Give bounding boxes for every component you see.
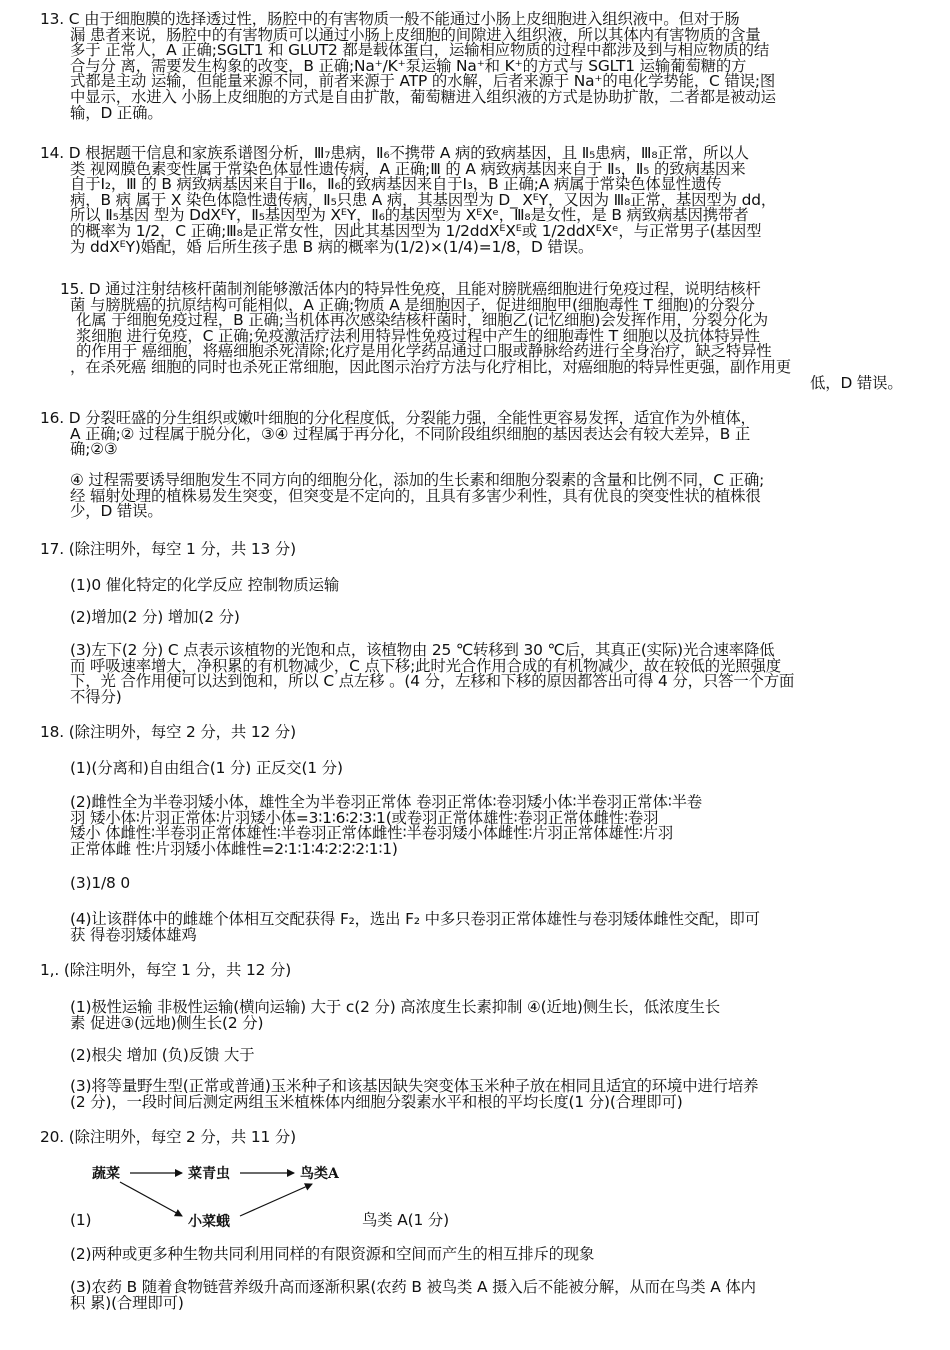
q17-line: (3)左下(2 分) C 点表示该植物的光饱和点，该植物由 25 ℃转移到 30 ℃后，其真正(实际)光合速率降低 [70, 641, 775, 659]
node-bird-a: 鸟类A [300, 1166, 339, 1182]
arrow-vegetable-to-moth [120, 1182, 182, 1216]
q19-line: 素 促进③(远地)侧生长(2 分) [70, 1013, 264, 1032]
q18-part2 [70, 795, 702, 857]
q17-part3 [70, 643, 794, 705]
q13-line: 式都是主动 运输，但能量来源不同，前者来源于 ATP 的水解，后者来源于 Na⁺的电化学势能，C 错误;图 [70, 72, 776, 91]
q13-line: 中显示，水进入 小肠上皮细胞的方式是自由扩散，葡萄糖进入组织液的方式是协助扩散，二者都是被动运 [70, 87, 776, 106]
q15-line: 浆细胞 进行免疫，C 正确;免疫激活疗法利用特异性免疫过程中产生的细胞毒性 T 细胞以及抗体特异性 [76, 326, 760, 345]
q15-line: 的作用于 癌细胞，将癌细胞杀死清除;化疗是用化学药品通过口服或静脉给药进行全身治疗，缺乏特异性 [76, 342, 772, 361]
q20-line: 积 累)(合理即可) [70, 1293, 184, 1312]
q15-line: 化属 于细胞免疫过程，B 正确;当机体再次感染结核杆菌时，细胞乙(记忆细胞)会发挥作用，分裂分化为 [76, 311, 768, 330]
q16-line: 少，D 错误。 [70, 502, 163, 521]
food-web-svg [90, 1162, 380, 1234]
q17-part2: (2)增加(2 分) 增加(2 分) [70, 608, 240, 626]
q18-line: 羽 矮小体∶片羽正常体∶片羽矮小体=3∶1∶6∶2∶3∶1(或卷羽正常体雄性∶卷羽正常体雌性∶卷羽 [70, 808, 659, 827]
q20-part2: (2)两种或更多种生物共同利用同样的有限资源和空间而产生的相互排斥的现象 [70, 1245, 595, 1263]
q16-answer-part2 [70, 473, 764, 520]
q15-answer [60, 282, 903, 391]
q14-line: 14. D 根据题干信息和家族系谱图分析，Ⅲ₇患病，Ⅱ₆不携带 A 病的致病基因，且 Ⅱ₅患病，Ⅲ₈正常，所以人 [40, 144, 749, 162]
q17-heading: 17. (除注明外，每空 1 分，共 13 分) [40, 540, 297, 558]
q20-heading: 20. (除注明外，每空 2 分，共 11 分) [40, 1128, 297, 1146]
q18-heading: 18. (除注明外，每空 2 分，共 12 分) [40, 723, 297, 741]
q17-line: 不得分) [70, 687, 122, 706]
q14-answer [40, 146, 776, 255]
q14-line: 类 视网膜色素变性属于常染色体显性遗传病，A 正确;Ⅲ 的 A 病致病基因来自于 Ⅱ₅，Ⅱ₅ 的致病基因来 [70, 159, 746, 178]
q13-line: 多于 正常人，A 正确;SGLT1 和 GLUT2 都是载体蛋白，运输相应物质的过程中都涉及到与相应物质的结 [70, 41, 770, 60]
q19-line: (1)极性运输 非极性运输(横向运输) 大于 c(2 分) 高浓度生长素抑制 ④(近地)侧生长，低浓度生长 [70, 998, 720, 1016]
q14-line: 的概率为 1/2，C 正确;Ⅲ₈是正常女性，因此其基因型为 1/2ddXᴱXᴱ或 1/2ddXᴱXᵉ，与正常男子(基因型 [70, 221, 762, 240]
q15-line: 低，D 错误。 [810, 373, 903, 392]
q16-line: 经 辐射处理的植株易发生突变，但突变是不定向的，且具有多害少利性，具有优良的突变性状的植株很 [70, 486, 761, 505]
node-vegetable: 蔬菜 [92, 1166, 120, 1182]
arrow-moth-to-bird [240, 1184, 312, 1216]
q14-line: 所以 Ⅱ₅基因 型为 DdXᴱY，Ⅱ₅基因型为 XᴱY，Ⅱ₆的基因型为 XᴱXᵉ，Ⅲ₈是女性，是 B 病致病基因携带者 [70, 206, 749, 225]
q20-part1-label: (1) [70, 1211, 92, 1229]
q18-line: (4)让该群体中的雌雄个体相互交配获得 F₂，选出 F₂ 中多只卷羽正常体雄性与卷羽矮体雌性交配，即可 [70, 910, 760, 928]
q13-line: 漏 患者来说，肠腔中的有害物质可以通过小肠上皮细胞的间隙进入组织液，所以其体内有害物质的含量 [70, 25, 761, 44]
q18-part4 [70, 912, 760, 943]
q17-line: 下，光 合作用便可以达到饱和，所以 C 点左移 。(4 分，左移和下移的原因都答出可得 4 分，只答一个方面 [70, 672, 795, 691]
q18-line: 获 得卷羽矮体雄鸡 [70, 925, 197, 944]
q19-part1 [70, 1000, 720, 1031]
q13-line: 合与分 离，需要发生构象的改变，B 正确;Na⁺/K⁺泵运输 Na⁺和 K⁺的方式与 SGLT1 运输葡萄糖的方 [70, 56, 747, 75]
q16-line: 确;②③ [70, 440, 118, 459]
q19-heading: 1,. (除注明外，每空 1 分，共 12 分) [40, 961, 292, 979]
q19-part2: (2)根尖 增加 (负)反馈 大于 [70, 1046, 255, 1064]
q20-line: (3)农药 B 随着食物链营养级升高而逐渐积累(农药 B 被鸟类 A 摄入后不能被分解，从而在鸟类 A 体内 [70, 1278, 756, 1296]
q17-line: 而 呼吸速率增大，净积累的有机物减少，C 点下移;此时光合作用合成的有机物减少，故在较低的光照强度 [70, 656, 781, 675]
q19-line: (3)将等量野生型(正常或普通)玉米种子和该基因缺失突变体玉米种子放在相同且适宜的环境中进行培养 [70, 1077, 759, 1095]
q15-line: 菌 与膀胱癌的抗原结构可能相似，A 正确;物质 A 是细胞因子，促进细胞甲(细胞毒性 T 细胞)的分裂分 [70, 295, 755, 314]
q15-line: 15. D 通过注射结核杆菌制剂能够激活体内的特异性免疫，且能对膀胱癌细胞进行免疫过程，说明结核杆 [60, 280, 761, 298]
node-caterpillar: 菜青虫 [188, 1166, 230, 1182]
q15-line: ，在杀死癌 细胞的同时也杀死正常细胞，因此图示治疗方法与化疗相比，对癌细胞的特异性更强，副作用更 [70, 357, 792, 376]
q18-line: (2)雌性全为半卷羽矮小体，雄性全为半卷羽正常体 卷羽正常体∶卷羽矮小体∶半卷羽正常体∶半卷 [70, 793, 703, 811]
q20-part1-answer: 鸟类 A(1 分) [362, 1211, 449, 1229]
q18-line: 正常体雌 性∶片羽矮小体雌性=2∶1∶1∶4∶2∶2∶2∶1∶1) [70, 839, 398, 858]
q18-part3: (3)1/8 0 [70, 874, 131, 892]
q16-line: A 正确;② 过程属于脱分化，③④ 过程属于再分化，不同阶段组织细胞的基因表达会有较大差异，B 正 [70, 424, 751, 443]
q13-line: 输，D 正确。 [70, 103, 163, 122]
q18-part1: (1)(分离和)自由组合(1 分) 正反交(1 分) [70, 759, 343, 777]
q13-answer [40, 12, 776, 121]
q17-part1: (1)0 催化特定的化学反应 控制物质运输 [70, 576, 340, 594]
q19-part3 [70, 1079, 758, 1110]
q16-line: ④ 过程需要诱导细胞发生不同方向的细胞分化，添加的生长素和细胞分裂素的含量和比例不同，C 正确; [70, 471, 765, 489]
q19-line: (2 分)，一段时间后测定两组玉米植株体内细胞分裂素水平和根的平均长度(1 分)(合理即可) [70, 1092, 683, 1111]
food-web-diagram [90, 1162, 380, 1234]
q14-line: 病，B 病 属于 X 染色体隐性遗传病，Ⅱ₅只患 A 病，其基因型为 D_ XᴱY，又因为 Ⅲ₈正常，基因型为 dd， [70, 190, 777, 209]
q20-part3 [70, 1280, 756, 1311]
q14-line: 自于Ⅰ₂，Ⅲ 的 B 病致病基因来自于Ⅱ₆，Ⅱ₆的致病基因来自于Ⅰ₃，B 正确;A 病属于常染色体显性遗传 [70, 175, 722, 194]
q13-line: 13. C 由于细胞膜的选择透过性，肠腔中的有害物质一般不能通过小肠上皮细胞进入组织液中。但对于肠 [40, 10, 740, 28]
q16-answer-part1 [40, 411, 756, 458]
node-moth: 小菜蛾 [188, 1214, 230, 1230]
q18-line: 矮小 体雌性∶半卷羽正常体雄性∶半卷羽正常体雌性∶半卷羽矮小体雌性∶片羽正常体雄性∶片羽 [70, 824, 674, 843]
q14-line: 为 ddXᴱY)婚配，婚 后所生孩子患 B 病的概率为(1/2)×(1/4)=1/8，D 错误。 [70, 237, 594, 256]
q16-line: 16. D 分裂旺盛的分生组织或嫩叶细胞的分化程度低，分裂能力强，全能性更容易发挥，适宜作为外植体， [40, 409, 756, 427]
